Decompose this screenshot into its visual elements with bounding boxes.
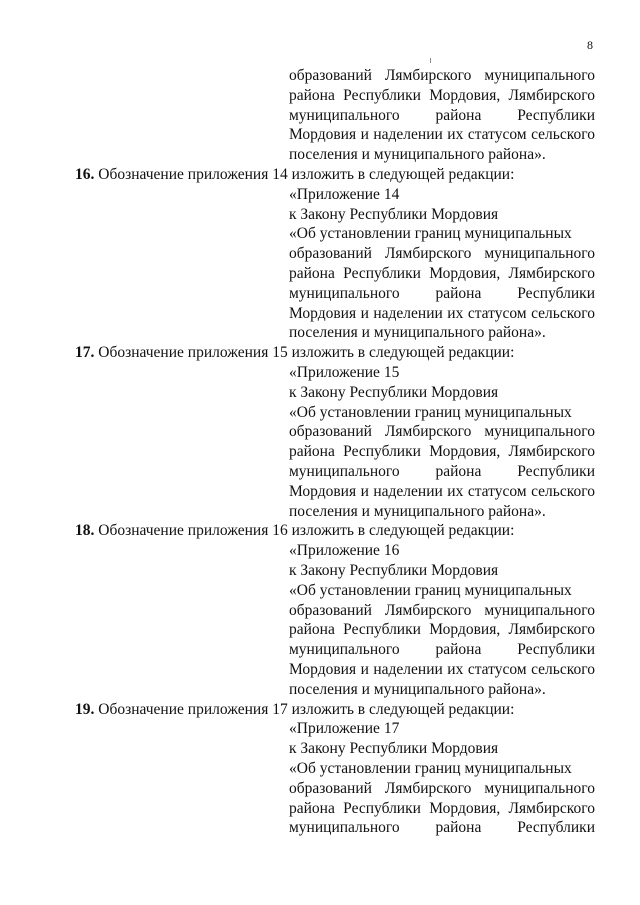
word: наделении (373, 304, 443, 322)
word: Мордовия, (429, 443, 501, 461)
appendix-name-line (289, 779, 595, 799)
appendix-name-line (289, 264, 595, 284)
section-number: 18. (75, 522, 95, 540)
word: муниципального (289, 463, 400, 480)
appendix-name-line: «Об установлении границ муниципальных (289, 581, 572, 599)
word: поселения и муниципального района». (289, 324, 546, 342)
word: муниципального (289, 641, 400, 659)
word: их (447, 126, 464, 144)
appendix-name-line (289, 502, 595, 522)
word: и (360, 661, 369, 678)
appendix-name-line (289, 86, 595, 106)
word: муниципального (484, 67, 595, 84)
word: Лямбирского (508, 86, 595, 104)
word: Лямбирского (384, 779, 472, 797)
word: муниципального (289, 106, 400, 124)
appendix-name-line (289, 323, 595, 343)
word: статусом (467, 661, 527, 678)
word: Лямбирского (384, 601, 472, 619)
word: Лямбирского (384, 423, 472, 441)
appendix-name-line: «Об установлении границ муниципальных (289, 403, 572, 421)
word: Лямбирского (384, 67, 472, 84)
word: Мордовия (289, 304, 357, 322)
word: Мордовия, (429, 265, 501, 282)
appendix-name-line (289, 284, 595, 304)
word: поселения и муниципального района». (289, 680, 546, 698)
word: района (289, 443, 335, 461)
word: Мордовия, (429, 86, 501, 104)
section-number: 17. (75, 344, 95, 362)
word: статусом (467, 304, 527, 322)
law-reference: к Закону Республики Мордовия (289, 383, 499, 401)
word: Республики (517, 284, 595, 302)
word: образований (289, 245, 372, 263)
word: муниципального (484, 601, 595, 619)
word: Республики (517, 463, 595, 480)
section-heading (75, 700, 514, 720)
section-heading (75, 521, 514, 541)
word: сельского (531, 661, 595, 678)
law-reference: к Закону Республики Мордовия (289, 740, 499, 758)
word: Республики (343, 265, 421, 282)
word: их (447, 304, 464, 322)
appendix-name-line (289, 818, 595, 838)
section-number: 16. (75, 166, 95, 183)
word: Лямбирского (508, 621, 595, 639)
appendix-name-line (289, 106, 595, 126)
law-reference: к Закону Республики Мордовия (289, 205, 499, 223)
word: образований (289, 67, 372, 84)
appendix-name-line (289, 482, 595, 502)
word: образований (289, 601, 372, 619)
word: района (435, 641, 482, 659)
word: сельского (531, 482, 595, 500)
appendix-name-line (289, 640, 595, 660)
word: их (447, 482, 464, 500)
word: Республики (517, 106, 595, 124)
word: района (289, 86, 335, 104)
appendix-name-line (289, 66, 595, 86)
word: района (435, 106, 482, 124)
word: Республики (343, 443, 421, 461)
word: поселения и муниципального района». (289, 502, 546, 520)
page-number: 8 (587, 38, 593, 52)
word: района (289, 799, 335, 817)
section-heading (75, 165, 514, 185)
appendix-name-line (289, 125, 595, 145)
word: образований (289, 423, 372, 441)
word: муниципального (484, 779, 595, 797)
word: муниципального (484, 245, 595, 263)
appendix-name-line (289, 304, 595, 324)
section-text: Обозначение приложения 16 изложить в следующей редакции: (94, 522, 515, 540)
word: Республики (343, 799, 421, 817)
appendix-name-line (289, 442, 595, 462)
appendix-name-line: «Об установлении границ муниципальных (289, 225, 572, 243)
word: и (360, 482, 369, 500)
word: района (435, 463, 482, 480)
word: Мордовия, (429, 799, 501, 817)
appendix-name-line (289, 620, 595, 640)
word: Республики (517, 641, 595, 659)
word: Лямбирского (508, 799, 595, 817)
appendix-name-line (289, 799, 595, 819)
word: сельского (531, 304, 595, 322)
appendix-name-line (289, 680, 595, 700)
word: наделении (373, 482, 443, 500)
word: поселения и муниципального района». (289, 146, 546, 164)
word: и (360, 126, 369, 144)
word: Республики (517, 819, 595, 837)
appendix-name-line (289, 145, 595, 165)
word: Мордовия (289, 126, 357, 144)
section-number: 19. (75, 700, 95, 718)
word: сельского (531, 126, 595, 144)
section-heading (75, 343, 514, 363)
word: статусом (467, 126, 527, 144)
word: наделении (373, 661, 443, 678)
word: муниципального (289, 284, 400, 302)
appendix-name-line (289, 462, 595, 482)
scan-mark (430, 58, 431, 63)
section-text: Обозначение приложения 14 изложить в следующей редакции: (94, 166, 515, 183)
section-text: Обозначение приложения 17 изложить в следующей редакции: (94, 700, 515, 718)
word: образований (289, 779, 372, 797)
appendix-name-line: «Об установлении границ муниципальных (289, 760, 572, 777)
appendix-title: «Приложение 17 (289, 720, 400, 738)
word: Республики (343, 86, 421, 104)
word: района (435, 819, 482, 837)
appendix-name-line (289, 601, 595, 621)
word: муниципального (484, 423, 595, 441)
section-text: Обозначение приложения 15 изложить в следующей редакции: (94, 344, 515, 362)
law-reference: к Закону Республики Мордовия (289, 562, 499, 579)
appendix-name-line (289, 422, 595, 442)
appendix-name-line (289, 244, 595, 264)
word: района (289, 265, 335, 282)
appendix-title: «Приложение 15 (289, 364, 400, 381)
word: и (360, 304, 369, 322)
word: муниципального (289, 819, 400, 837)
word: района (289, 621, 335, 639)
word: наделении (373, 126, 443, 144)
appendix-title: «Приложение 14 (289, 185, 400, 203)
word: района (435, 284, 482, 302)
word: Мордовия (289, 661, 357, 678)
word: их (447, 661, 464, 678)
word: Лямбирского (384, 245, 472, 263)
word: Мордовия, (429, 621, 501, 639)
word: Лямбирского (508, 265, 595, 282)
appendix-title: «Приложение 16 (289, 542, 400, 560)
appendix-name-line (289, 660, 595, 680)
word: Лямбирского (508, 443, 595, 461)
word: Республики (343, 621, 421, 639)
word: Мордовия (289, 482, 357, 500)
word: статусом (467, 482, 527, 500)
